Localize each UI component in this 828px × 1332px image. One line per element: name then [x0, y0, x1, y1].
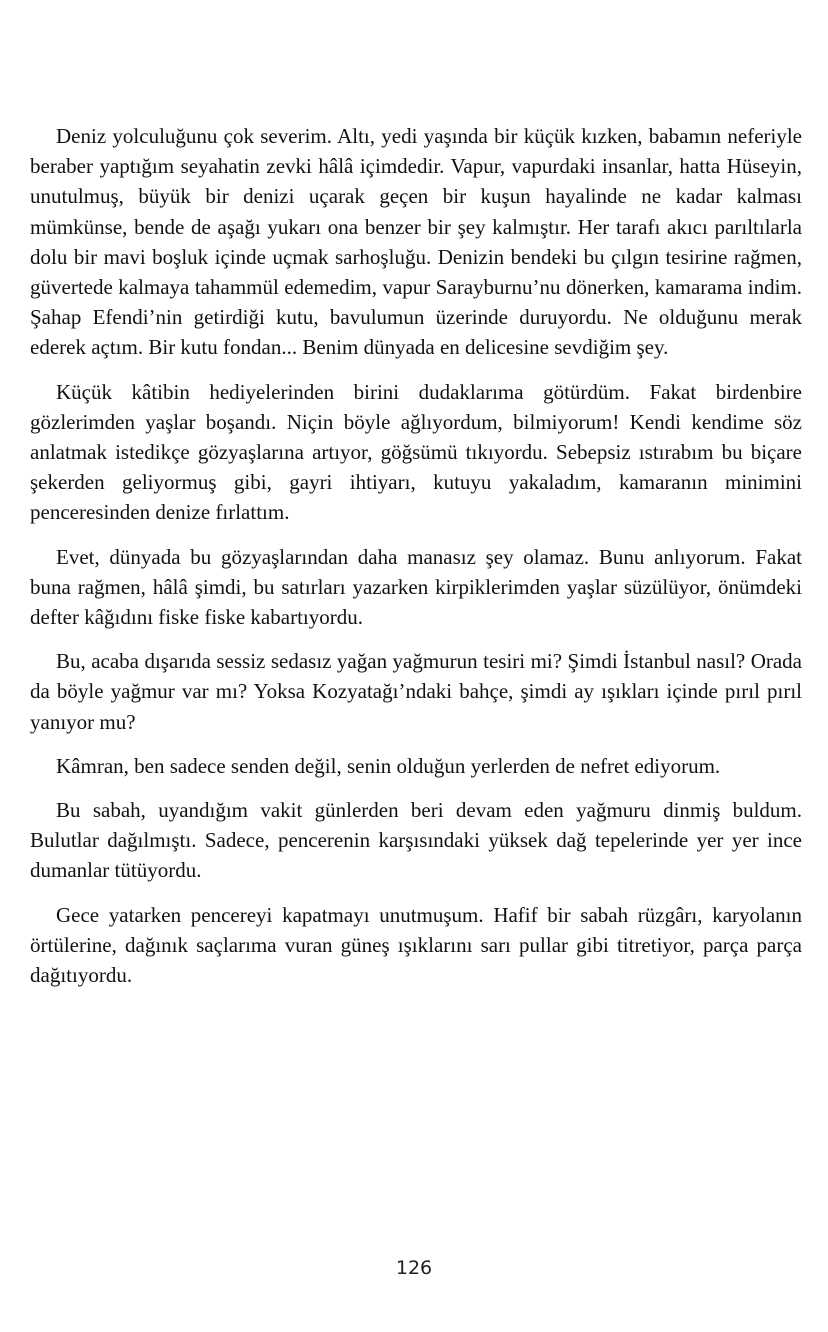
paragraph-5: Kâmran, ben sadece senden değil, senin olduğun yerlerden de nefret ediyorum. [56, 753, 721, 778]
paragraph-6: Bu sabah, uyandığım vakit günlerden beri devam eden yağmuru dinmiş buldum. Bulutlar dağılmıştı. Sadece, pencerenin karşısındaki yüksek dağ tepelerinde yer yer ince dumanlar tütüyordu. [30, 798, 802, 883]
page-body [30, 121, 802, 1004]
paragraph-4: Bu, acaba dışarıda sessiz sedasız yağan yağmurun tesiri mi? Şimdi İstanbul nasıl? Orada da böyle yağmur var mı? Yoksa Kozyatağı’ndaki bahçe, şimdi ay ışıkları içinde pırıl pırıl yanıyor mu? [30, 649, 802, 734]
paragraph-3: Evet, dünyada bu gözyaşlarından daha manasız şey olamaz. Bunu anlıyorum. Fakat buna rağmen, hâlâ şimdi, bu satırları yazarken kirpiklerimden yaşlar süzülüyor, önümdeki defter kâğıdını fiske fiske kabartıyordu. [30, 544, 802, 630]
paragraph-2: Küçük kâtibin hediyelerinden birini dudaklarıma götürdüm. Fakat birdenbire gözlerimden yaşlar boşandı. Niçin böyle ağlıyordum, bilmiyorum! Kendi kendime söz anlatmak istedikçe gözyaşlarına artıyor, göğsümü tıkıyordu. Sebepsiz ıstırabım bu biçare şekerden geliyormuş gibi, gayri ihtiyarı, kutuyu yakaladım, kamaranın minimini penceresinden denize fırlattım. [30, 379, 802, 525]
paragraph-1: Deniz yolculuğunu çok severim. Altı, yedi yaşında bir küçük kızken, babamın neferiyle beraber yaptığım seyahatin zevki hâlâ içimdedir. Vapur, vapurdaki insanlar, hatta Hüseyin, unutulmuş, büyük bir denizi uçarak geçen bir kuşun hayalinde ne kadar kalması mümkünse, bende de aşağı yukarı ona benzer bir şey kalmıştır. Her tarafı akıcı parıltılarla dolu bir mavi boşluk içinde uçmak sarhoşluğu. Denizin bendeki bu çılgın tesirine rağmen, güvertede kalmaya tahammül edemedim, vapur Sarayburnu’nu dönerken, kamarama indim. Şahap Efendi’nin getirdiği kutu, bavulumun üzerinde duruyordu. Ne olduğunu merak ederek açtım. Bir kutu fondan... Benim dünyada en delicesine sevdiğim şey. [30, 124, 802, 360]
paragraph-7: Gece yatarken pencereyi kapatmayı unutmuşum. Hafif bir sabah rüzgârı, karyolanın örtülerine, dağınık saçlarıma vuran güneş ışıklarını sarı pullar gibi titretiyor, parça parça dağıtıyordu. [30, 902, 802, 988]
page-number: 126 [395, 1257, 433, 1279]
